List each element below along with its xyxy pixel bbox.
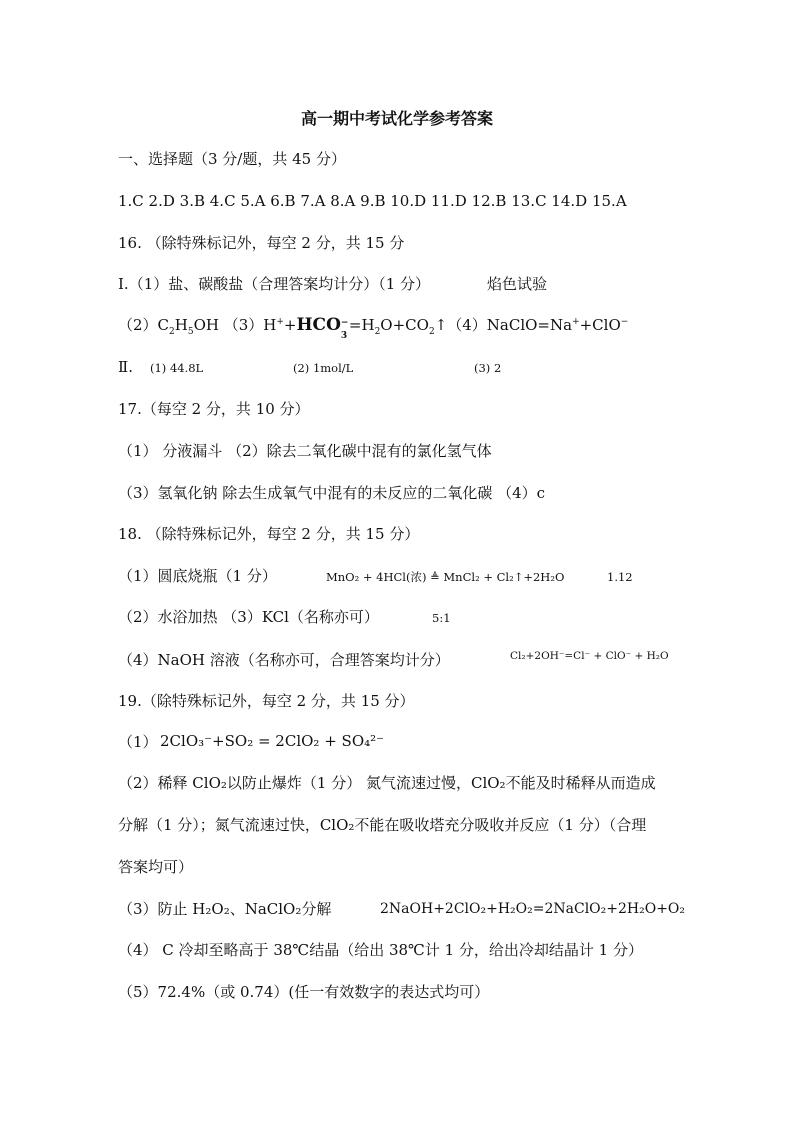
q19-line1-label: （1） [118, 733, 158, 751]
q17-heading: 17.（每空 2 分，共 10 分） [118, 400, 310, 418]
q18-volume: 1.12 [607, 570, 633, 584]
text: O+CO [380, 316, 429, 334]
q19-line4: 答案均可） [118, 858, 194, 876]
sup: − [620, 317, 629, 327]
q19-equation1: 2ClO₃⁻+SO₂ = 2ClO₂ + SO₄²⁻ [160, 732, 385, 750]
sub: 2 [169, 327, 175, 337]
q19-line2: （2）稀释 ClO₂以防止爆炸（1 分） 氮气流速过慢，ClO₂不能及时稀释从而造成 [118, 774, 656, 792]
text: OH （3）H [193, 316, 277, 334]
q18-ratio: 5:1 [432, 611, 451, 625]
text: +ClO [579, 316, 621, 334]
q19-line3: 分解（1 分）；氮气流速过快，ClO₂不能在吸收塔充分吸收并反应（1 分）（合理 [118, 816, 647, 834]
sub: 2 [428, 327, 435, 337]
q16-part2-ans3: (3) 2 [474, 361, 502, 375]
text: ↑（4）NaClO=Na [434, 316, 573, 334]
q18-line1: （1）圆底烧瓶（1 分） [118, 567, 277, 585]
bicarbonate-formula: HCO [296, 315, 341, 335]
text: =H [348, 316, 375, 334]
sub: 5 [187, 327, 194, 337]
q18-line2: （2）水浴加热 （3）KCl（名称亦可） [118, 608, 379, 626]
sup: + [276, 317, 284, 327]
q16-part2-ans2: (2) 1mol/L [293, 361, 354, 375]
q19-equation2: 2NaOH+2ClO₂+H₂O₂=2NaClO₂+2H₂O+O₂ [380, 901, 686, 917]
q18-heading: 18. （除特殊标记外，每空 2 分，共 15 分） [118, 525, 420, 543]
q16-part1-line1: Ⅰ.（1）盐、碳酸盐（合理答案均计分）（1 分） [118, 275, 431, 293]
q16-part2-label: Ⅱ. [118, 358, 133, 376]
q18-equation2: Cl₂+2OH⁻=Cl⁻ + ClO⁻ + H₂O [510, 650, 669, 662]
q16-part1-line2 [118, 315, 629, 341]
text: （2）C [118, 316, 170, 334]
q19-line6: （4） C 冷却至略高于 38℃结晶（给出 38℃计 1 分，给出冷却结晶计 1 分） [118, 941, 643, 959]
q16-heading: 16. （除特殊标记外，每空 2 分，共 15 分 [118, 234, 405, 252]
sup: − [340, 318, 349, 328]
q19-line7: （5）72.4%（或 0.74）(任一有效数字的表达式均可） [118, 983, 490, 1001]
q17-line1: （1） 分液漏斗 （2）除去二氧化碳中混有的氯化氢气体 [118, 442, 492, 460]
q16-part2-ans1: (1) 44.8L [150, 361, 204, 375]
page-title: 高一期中考试化学参考答案 [300, 109, 493, 128]
q17-line2: （3）氢氧化钠 除去生成氧气中混有的未反应的二氧化碳 （4）c [118, 484, 546, 502]
bicarbonate-scripts [340, 318, 349, 341]
sub: 3 [340, 331, 348, 341]
text: + [283, 316, 297, 334]
sup: + [572, 317, 580, 327]
q16-flame-test: 焰色试验 [487, 275, 548, 293]
sub: 2 [374, 327, 381, 337]
q19-heading: 19.（除特殊标记外，每空 2 分，共 15 分） [118, 692, 415, 710]
mc-answers: 1.C 2.D 3.B 4.C 5.A 6.B 7.A 8.A 9.B 10.D 11.D 12.B 13.C 14.D 15.A [118, 192, 627, 210]
q18-line3: （4）NaOH 溶液（名称亦可，合理答案均计分） [118, 651, 450, 669]
text: H [174, 316, 188, 334]
q19-line5: （3）防止 H₂O₂、NaClO₂分解 [118, 900, 332, 918]
section-heading-mc: 一、选择题（3 分/题，共 45 分） [118, 150, 346, 168]
q18-equation1: MnO₂ + 4HCl(浓) ≜ MnCl₂ + Cl₂↑+2H₂O [326, 570, 565, 584]
